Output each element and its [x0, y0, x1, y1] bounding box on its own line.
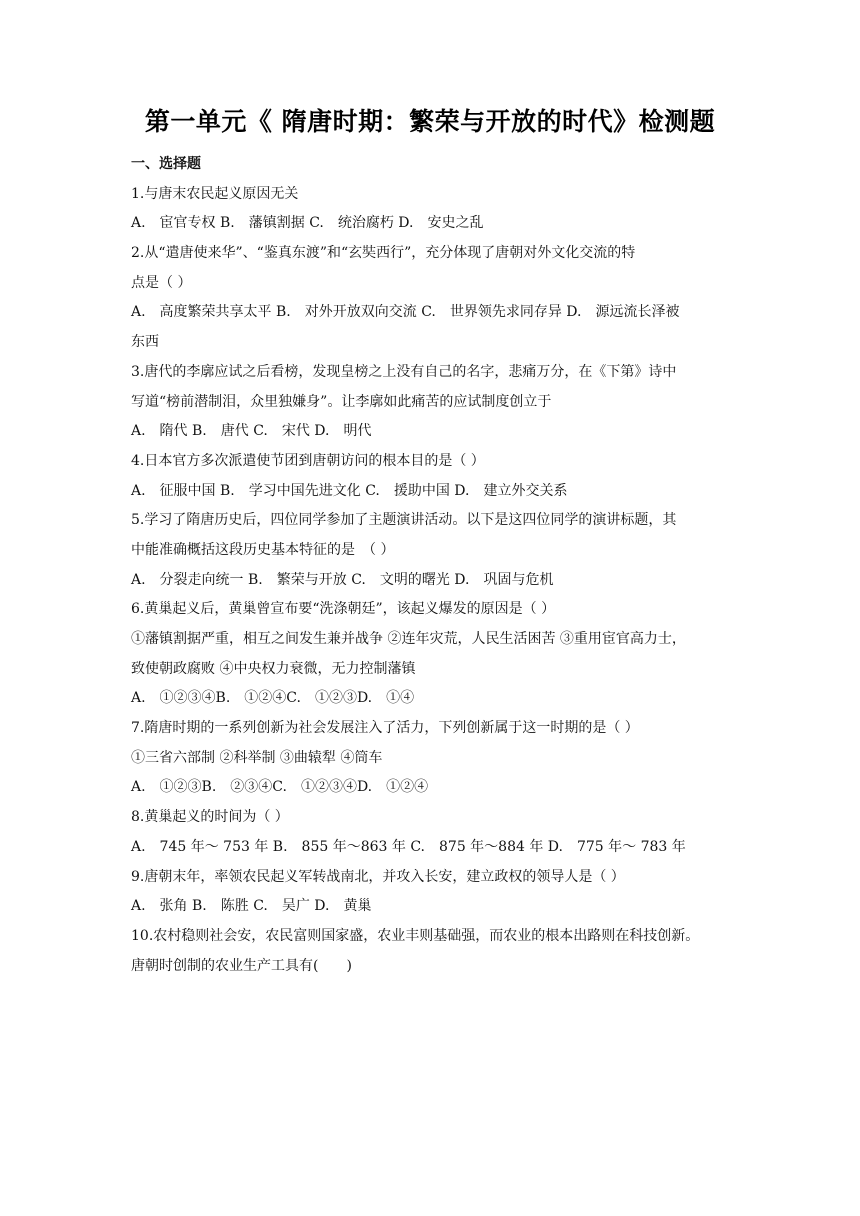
question-6: 6.黄巢起义后，黄巢曾宣布要“洗涤朝廷”，该起义爆发的原因是（ ） [131, 601, 556, 618]
question-6-options: A. ①②③④B. ①②④C. ①②③D. ①④ [131, 690, 415, 707]
question-7-statements: ①三省六部制 ②科举制 ③曲辕犁 ④筒车 [131, 749, 383, 766]
question-6-statements: ①藩镇割据严重，相互之间发生兼并战争 ②连年灾荒，人民生活困苦 ③重用宦官高力士， [131, 631, 686, 647]
question-2-continued: 点是（ ） [131, 274, 192, 291]
question-5: 5.学习了隋唐历史后，四位同学参加了主题演讲活动。以下是这四位同学的演讲标题，其 [131, 512, 677, 529]
document-body [131, 150, 741, 981]
question-1-options: A. 宦官专权 B. 藩镇割据 C. 统治腐朽 D. 安史之乱 [131, 215, 484, 232]
question-3-continued: 写道“榜前潜制泪，众里独嫌身”。让李廓如此痛苦的应试制度创立于 [131, 393, 552, 410]
question-10: 10.农村稳则社会安，农民富则国家盛，农业丰则基础强，而农业的根本出路则在科技创新。 [131, 927, 700, 944]
question-7-options: A. ①②③B. ②③④C. ①②③④D. ①②④ [131, 779, 429, 796]
question-6-statements-continued: 致使朝政腐败 ④中央权力衰微，无力控制藩镇 [131, 660, 416, 677]
question-9-options: A. 张角 B. 陈胜 C. 吴广 D. 黄巢 [131, 898, 372, 915]
question-5-options: A. 分裂走向统一 B. 繁荣与开放 C. 文明的曙光 D. 巩固与危机 [131, 571, 554, 588]
document-title: 第一单元《 隋唐时期：繁荣与开放的时代》检测题 [144, 107, 716, 136]
question-2: 2.从“遣唐使来华”、“鉴真东渡”和“玄奘西行”，充分体现了唐朝对外文化交流的特 [131, 245, 636, 262]
section-heading: 一、选择题 [131, 156, 201, 172]
question-3: 3.唐代的李廓应试之后看榜，发现皇榜之上没有自己的名字，悲痛万分，在《下第》诗中 [131, 363, 677, 380]
question-7: 7.隋唐时期的一系列创新为社会发展注入了活力，下列创新属于这一时期的是（ ） [131, 720, 639, 737]
question-5-continued: 中能准确概括这段历史基本特征的是 （ ） [131, 541, 395, 558]
question-2-options: A. 高度繁荣共享太平 B. 对外开放双向交流 C. 世界领先求同存异 D. 源远流长泽被 [131, 304, 680, 321]
question-8-options: A. 745 年～ 753 年 B. 855 年～863 年 C. 875 年～884 年 D. 775 年～ 783 年 [131, 838, 686, 855]
question-8: 8.黄巢起义的时间为（ ） [131, 809, 289, 826]
question-4: 4.日本官方多次派遣使节团到唐朝访问的根本目的是（ ） [131, 452, 485, 469]
question-10-continued: 唐朝时创制的农业生产工具有( ) [131, 957, 352, 974]
question-1: 1.与唐末农民起义原因无关 [131, 185, 299, 202]
question-2-options-continued: 东西 [131, 334, 159, 351]
question-3-options: A. 隋代 B. 唐代 C. 宋代 D. 明代 [131, 423, 372, 440]
question-9: 9.唐朝末年，率领农民起义军转战南北，并攻入长安，建立政权的领导人是（ ） [131, 868, 625, 885]
question-4-options: A. 征服中国 B. 学习中国先进文化 C. 援助中国 D. 建立外交关系 [131, 482, 568, 499]
